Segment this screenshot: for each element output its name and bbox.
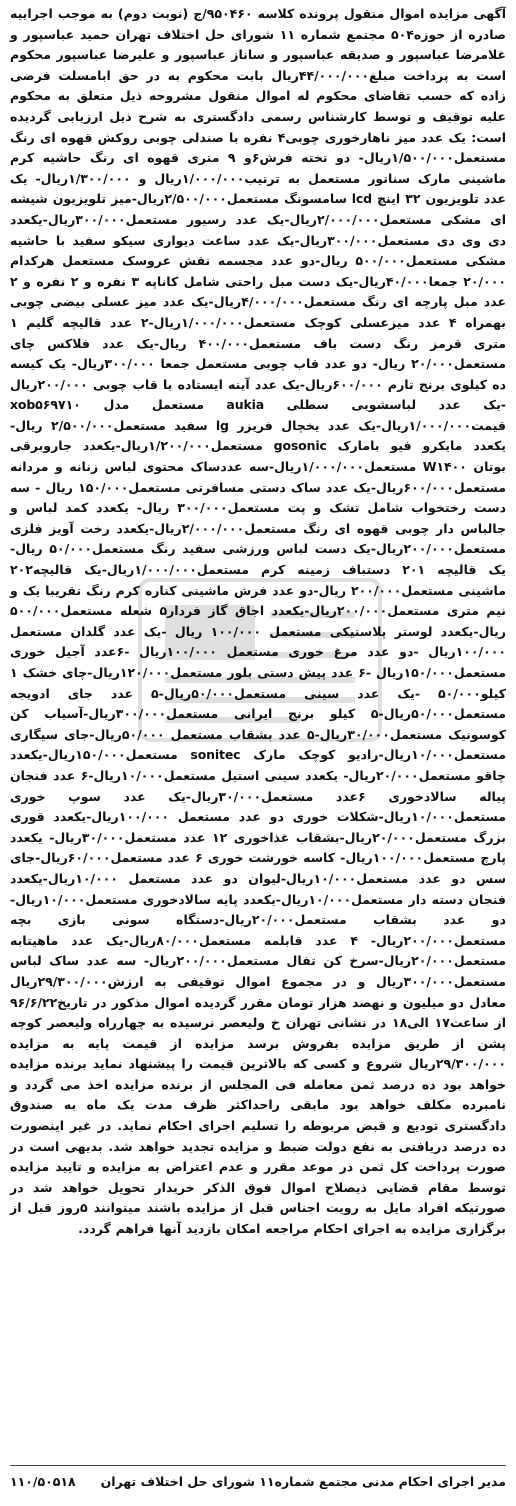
auction-notice-text: آگهی مزایده اموال منقول پرونده کلاسه ۹۵۰۴۶۰/ج (نوبت دوم) به موجب اجراییه صادره از حوزه۵۰۴ مجتمع شماره ۱۱ شورای حل اختلاف تهران حمید عباسپور و غلامرضا عباسپور و صدیقه عباسپور و ساناز عباسپور و علیرضا عباسپور محکوم است به پرداخت مبلغ۴۴/۰۰۰/۰۰۰ریال بابت محکوم به در حق ابامسلت فرضی زاده که حسب تقاضای محکوم له اموال منقول مشروحه ذیل متعلق به محکوم علیه توقیف و توسط کارشناس رسمی دادگستری به شرح ذیل ارزیابی گردیده است: یک عدد میز ناهارخوری چوبی۴ نفره با صندلی چوبی روکش قهوه ای رنگ مستعمل۱/۵۰۰/۰۰۰ریال- دو تخته فرش۶و ۹ متری قهوه ای رنگ حاشیه کرم ماشینی مارک سناتور مستعمل به ترتیب۱/۰۰۰/۰۰۰ریال و ۱/۳۰۰/۰۰۰ریال- یک عدد تلویزیون ۳۲ اینچ lcd سامسونگ مستعمل۲/۵۰۰/۰۰۰ریال-میز تلویزیون شیشه ای مشکی مستعمل۲/۰۰۰/۰۰۰ریال-یک عدد رسیور مستعمل۳۰۰/۰۰۰ریال-یکعدد دی وی دی مستعمل۳۰۰/۰۰۰ریال-یک عدد ساعت دیواری سیکو سفید با حاشیه مشکی مستعمل۵۰۰/۰۰۰ ریال-دو عدد مجسمه نقش عروسک مستعمل هرکدام ۲۰/۰۰۰ جمعا۴۰/۰۰۰ریال-یک دست مبل راحتی شامل کاناپه ۳ نفره و ۲ نفره و ۲ عدد مبل پارچه ای رنگ مستعمل۴/۰۰۰/۰۰۰ریال-یک عدد میز عسلی بیضی چوبی بهمراه ۴ عدد میزعسلی کوچک مستعمل۱/۰۰۰/۰۰۰ریال-۲ عدد قالیچه گلیم ۱ متری قرمز رنگ دست باف مستعمل۴۰۰/۰۰۰ ریال-یک عدد فلاکس چای مستعمل۲۰/۰۰۰ ریال- دو عدد قاب چوبی مستعمل جمعا ۳۰۰/۰۰۰ریال- یک کیسه ده کیلوی برنج تارم ۶۰۰/۰۰۰ریال-یک عدد آینه ایستاده با قاب چوبی ۲۰۰/۰۰۰ریال -یک عدد لباسشویی سطلی aukia مستعمل مدل xob۵۶۹۷۱۰ قیمت۱/۰۰۰/۰۰۰ریال-یک عدد یخچال فریزر lg سفید مستعمل۲/۵۰۰/۰۰۰ ریال-یکعدد مایکرو فیو بامارک gosonic مستعمل۱/۲۰۰/۰۰۰ریال-یکعدد جاروبرقی بوتان W۱۴۰۰ مستعمل۱/۰۰۰/۰۰۰ریال-سه عددساک محتوی لباس زنانه و مردانه مستعمل۶۰۰/۰۰۰ریال-یک عدد ساک دستی مسافرتی مستعمل۱۵۰/۰۰۰ ریال - سه دست رختخواب شامل تشک و پت مستعمل۳۰۰/۰۰۰ ریال- یکعدد کمد لباس و جالباس دار چوبی قهوه ای رنگ مستعمل۲/۰۰۰/۰۰۰ریال-یکعدد رخت آویز فلزی مستعمل۲۰۰/۰۰۰ریال-یک دست لباس ورزشی سفید رنگ مستعمل۵۰/۰۰۰ ریال-یک قالیچه ۲۰۱ دستباف زمینه کرم مستعمل۱/۰۰۰/۰۰۰ریال-یک قالیچه۲۰۲ ماشینی مستعمل۲۰۰/۰۰۰ ریال-دو عدد فرش ماشینی کناره کرم رنگ تقریبا یک و نیم متری مستعمل۲۰۰/۰۰۰ریال-یکعدد اجاق گاز فردار۵ شعله مستعمل۵۰۰/۰۰۰ ریال-یکعدد لوستر پلاستیکی مستعمل ۱۰۰/۰۰۰ ریال -یک عدد گلدان مستعمل ۱۰۰/۰۰۰ریال -دو عدد مرغ خوری مستعمل ۱۰۰/۰۰۰ریال -۶عدد آجیل خوری مستعمل۱۵۰/۰۰۰ریال -۶ عدد پیش دستی بلور مستعمل۱۲۰/۰۰۰ریال-چای خشک ۱ کیلو۵۰/۰۰۰ -یک عدد سینی مستعمل۵۰/۰۰۰ریال-۵ عدد جای ادویجه مستعمل۵۰/۰۰۰ریال-۵ کیلو برنج ایرانی مستعمل۳۰۰/۰۰۰ریال-آسیاب کن کوسونیک مستعمل۳۰/۰۰۰ریال-۵ عدد بشقاب مستعمل ۵۰/۰۰۰ریال-جای سیگاری مستعمل۱۰/۰۰۰ریال-رادیو کوچک مارک sonitec مستعمل۱۵۰/۰۰۰ریال-یکعدد چاقو مستعمل۲۰/۰۰۰ریال- یکعدد سینی استیل مستعمل۱۰/۰۰۰ریال-۶ عدد فنجان پیاله سالادخوری ۶عدد مستعمل۳۰/۰۰۰ریال-یک عدد سوپ خوری مستعمل۱۰/۰۰۰ریال-شکلات خوری دو عدد مستعمل ۱۰۰/۰۰۰ریال-یکعدد قوری بزرگ مستعمل۲۰/۰۰۰ریال-بشقاب غذاخوری ۱۲ عدد مستعمل۳۰/۰۰۰ریال- یکعدد پارچ مستعمل۱۰۰/۰۰۰ریال- کاسه خورشت خوری ۶ عدد مستعمل۶۰/۰۰۰ریال-جای سس دو عدد مستعمل۱۰/۰۰۰ریال-لیوان دو عدد مستعمل ۱۰/۰۰۰ریال-یکعدد فنجان دسته دار مستعمل۱۰/۰۰۰ریال-یکعدد پایه سالادخوری مستعمل۱۰/۰۰۰ریال-دو عدد بشقاب مستعمل۲۰/۰۰۰ریال-دستگاه سونی بازی بچه مستعمل۲۰۰/۰۰۰ریال- ۴ عدد قابلمه مستعمل۸۰/۰۰۰ریال-یک عدد ماهیتابه مستعمل۲۰/۰۰۰ریال-سرخ کن تفال مستعمل۲۰۰/۰۰۰ریال- سه عدد ساک لباس مستعمل۳۰۰/۰۰۰ریال و در مجموع اموال توقیفی به ارزش۲۹/۳۰۰/۰۰۰ریال معادل دو میلیون و نهصد هزار تومان مقرر گردیده اموال مذکور در تاریخ۹۶/۶/۲۲ از ساعت۱۷ الی۱۸ در نشانی تهران خ ولیعصر نرسیده به چهارراه ولیعصر کوچه پشن از طریق مزایده بفروش برسد مزایده از قیمت پایه به مزایده ۲۹/۳۰۰/۰۰۰ریال شروع و کسی که بالاترین قیمت را پیشنهاد نماید برنده مزایده خواهد بود ده درصد ثمن معامله فی المجلس از برنده مزایده اخذ می گردد و نامبرده مکلف خواهد بود مابقی راحداکثر ظرف مدت یک ماه به صندوق دادگستری تودیع و قبض مربوطه را تسلیم اجرای احکام نماید. در غیر اینصورت ده درصد دریافتی به نفع دولت ضبط و مزایده تجدید خواهد شد. بدیهی است در صورت پرداخت کل ثمن در موعد مقرر و عدم اعتراض به مزایده و تایید مزایده توسط مقام قضایی ذیصلاح اموال فوق الذکر خریدار تحویل خواهد شد در صورتیکه افراد مایل به رویت اجناس قبل از مزایده باشند میتوانند ۵روز قبل از برگزاری مزایده به اجرای احکام مراجعه امکان بازدید آنها فراهم گردد.: [10, 6, 507, 1237]
notice-code: ۱۱۰/۵۰۵۱۸: [10, 1473, 76, 1489]
signature-line: مدیر اجرای احکام مدنی مجتمع شماره۱۱ شورای حل اختلاف تهران: [100, 1473, 506, 1489]
notice-footer: [10, 1470, 506, 1492]
footer-divider: [10, 1465, 506, 1466]
